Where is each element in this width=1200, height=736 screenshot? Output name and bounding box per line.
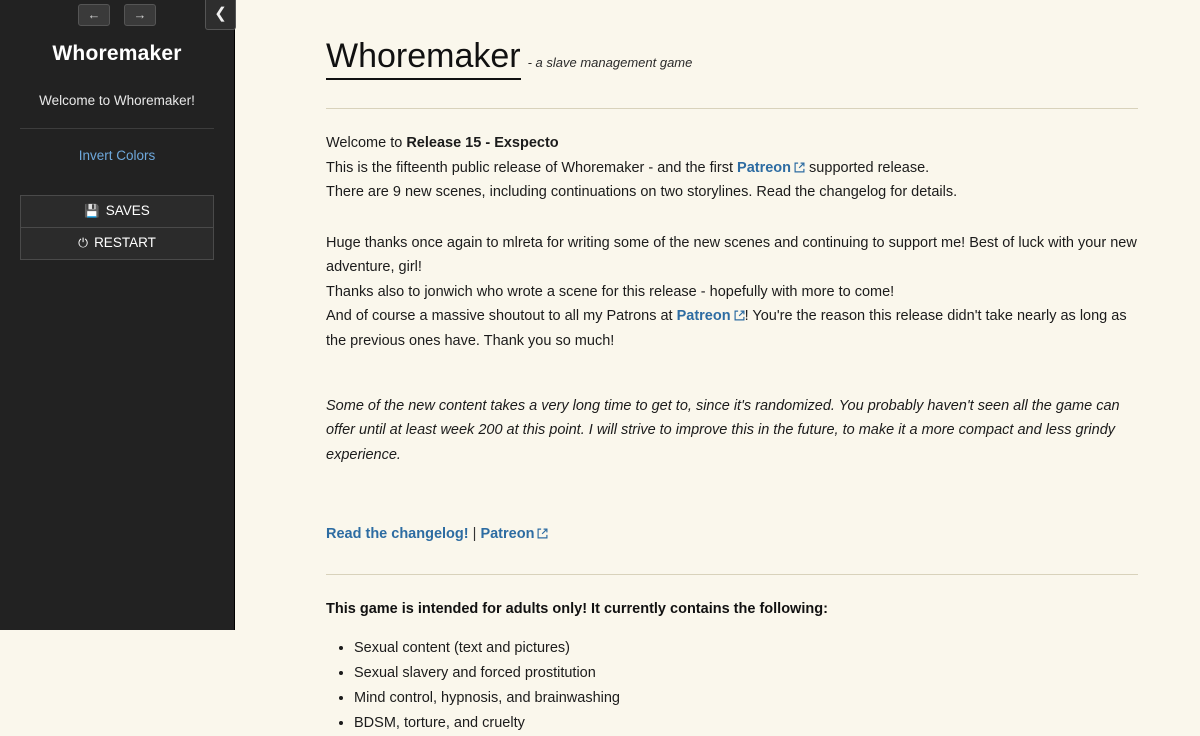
contains-list — [326, 636, 1138, 736]
power-icon: ⏻ — [78, 236, 89, 250]
sidebar-nav-arrows — [0, 0, 234, 26]
patreon-link-3-label: Patreon — [480, 526, 535, 543]
patreon-link-1[interactable] — [737, 160, 805, 176]
main-content — [235, 0, 1200, 731]
release-name: Release 15 - Exspecto — [406, 135, 559, 152]
paragraph-spacer-3 — [326, 482, 1138, 508]
list-item: • BDSM, torture, and cruelty — [354, 711, 1138, 736]
scenes-line: There are 9 new scenes, including continuations on two storylines. Read the changelog for details. — [326, 184, 958, 201]
passage-body — [235, 0, 1200, 736]
footer-links-row — [326, 522, 1138, 546]
footer-divider — [326, 574, 1138, 575]
sidebar-divider — [20, 128, 214, 129]
shoutout-line — [326, 304, 1138, 353]
sidebar-welcome-text: Welcome to Whoremaker! — [39, 93, 195, 108]
thanks-mlreta-line: Huge thanks once again to mlreta for writing some of the new scenes and continuing to support me! Best of luck with your new adventure, girl! — [326, 234, 1137, 276]
sidebar — [0, 0, 235, 630]
save-icon: 💾 — [84, 204, 100, 218]
title-divider — [326, 108, 1138, 109]
external-link-icon — [794, 157, 805, 182]
paragraph-spacer-2 — [326, 353, 1138, 379]
shoutout-line-a: And of course a massive shoutout to all my Patrons at — [326, 308, 677, 325]
sidebar-buttons — [20, 195, 214, 260]
sidebar-title: Whoremaker — [52, 42, 182, 65]
restart-button-label: RESTART — [94, 235, 156, 250]
shoutout-line-b: ! You're the reason this release didn't take nearly as long as the previous ones have. Thank you so much! — [326, 308, 1127, 349]
randomized-note: Some of the new content takes a very long time to get to, since it's randomized. You probably haven't seen all the game can offer until at least week 200 at this point. I will strive to improve this in the future, to make it a more compact and less grindy experience. — [326, 397, 1120, 463]
invert-colors-link[interactable]: Invert Colors — [78, 148, 156, 163]
chevron-left-icon[interactable]: ❮ — [205, 0, 236, 30]
external-link-icon — [537, 523, 548, 547]
list-item: • Sexual content (text and pictures) — [354, 636, 1138, 661]
patreon-link-2-label: Patreon — [676, 308, 731, 325]
patreon-link-2[interactable] — [677, 308, 745, 324]
release-line — [326, 156, 1138, 181]
adult-warning: This game is intended for adults only! It currently contains the following: — [326, 601, 828, 618]
patreon-link-3[interactable] — [480, 526, 548, 542]
release-line-a: This is the fifteenth public release of Whoremaker - and the first — [326, 159, 738, 176]
saves-button-label: SAVES — [105, 203, 150, 218]
welcome-prefix: Welcome to — [326, 135, 407, 152]
list-item: • Mind control, hypnosis, and brainwashing — [354, 686, 1138, 711]
restart-button[interactable] — [20, 228, 214, 260]
thanks-jonwich-line: Thanks also to jonwich who wrote a scene for this release - hopefully with more to come! — [326, 283, 895, 300]
game-subtitle: - a slave management game — [527, 55, 693, 70]
release-line-b: supported release. — [805, 159, 930, 176]
game-title: Whoremaker — [326, 36, 521, 80]
changelog-link[interactable]: Read the changelog! — [326, 526, 469, 543]
paragraph-spacer-1 — [326, 205, 1138, 231]
arrow-left-icon[interactable]: ← — [78, 4, 110, 26]
patreon-link-1-label: Patreon — [737, 159, 792, 176]
page-title — [326, 36, 1138, 80]
arrow-right-icon[interactable]: → — [124, 4, 156, 26]
saves-button[interactable] — [20, 195, 214, 228]
list-item: • Sexual slavery and forced prostitution — [354, 661, 1138, 686]
links-separator: | — [468, 526, 481, 543]
welcome-line — [326, 131, 1138, 156]
external-link-icon — [734, 305, 745, 330]
